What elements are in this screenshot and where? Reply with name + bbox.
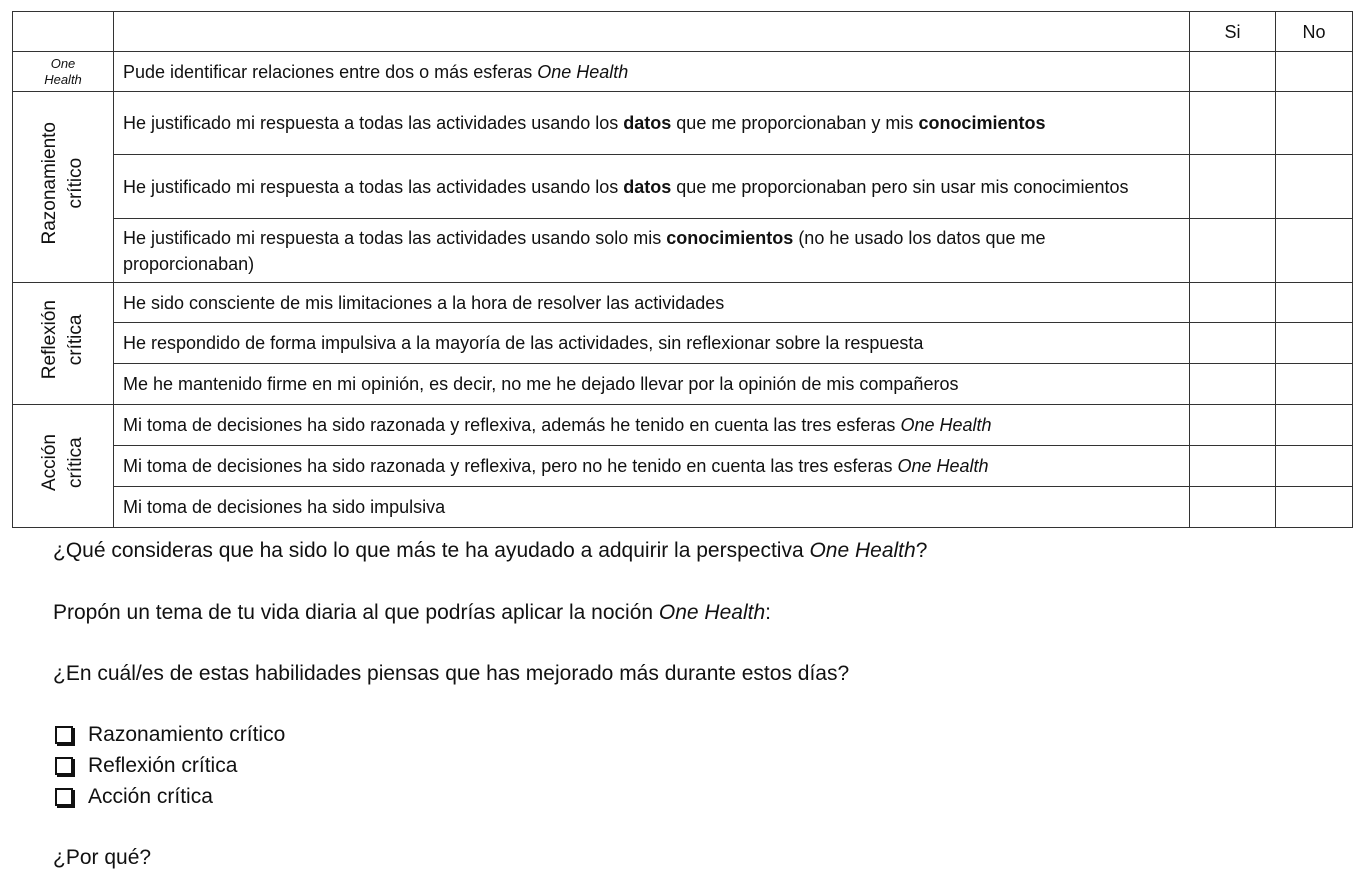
table-row — [13, 487, 1353, 528]
no-checkbox-cell[interactable] — [1276, 92, 1353, 155]
skill-option[interactable] — [53, 781, 285, 812]
statement: Mi toma de decisiones ha sido impulsiva — [114, 487, 1190, 528]
statement: Pude identificar relaciones entre dos o más esferas One Health — [114, 52, 1190, 92]
si-checkbox-cell[interactable] — [1190, 405, 1276, 446]
statement: Mi toma de decisiones ha sido razonada y reflexiva, pero no he tenido en cuenta las tres esferas One Health — [114, 446, 1190, 487]
category-one-health — [13, 52, 114, 92]
category-reflexion — [13, 283, 114, 405]
category-label: Reflexión crítica — [39, 300, 86, 380]
no-checkbox-cell[interactable] — [1276, 487, 1353, 528]
header-si: Si — [1190, 12, 1276, 52]
category-label: Acción crítica — [39, 433, 86, 492]
table-row — [13, 155, 1353, 219]
header-no: No — [1276, 12, 1353, 52]
table-row — [13, 323, 1353, 364]
skill-option-label: Reflexión crítica — [88, 754, 238, 777]
table-row — [13, 283, 1353, 323]
no-checkbox-cell[interactable] — [1276, 219, 1353, 283]
question-skills-improved: ¿En cuál/es de estas habilidades piensas que has mejorado más durante estos días? — [53, 662, 850, 685]
table-row — [13, 446, 1353, 487]
table-row — [13, 52, 1353, 92]
statement: Mi toma de decisiones ha sido razonada y reflexiva, además he tenido en cuenta las tres esferas One Health — [114, 405, 1190, 446]
table-row — [13, 219, 1353, 283]
empty-header-cell — [114, 12, 1190, 52]
si-checkbox-cell[interactable] — [1190, 92, 1276, 155]
table-row — [13, 405, 1353, 446]
no-checkbox-cell[interactable] — [1276, 446, 1353, 487]
no-checkbox-cell[interactable] — [1276, 405, 1353, 446]
si-checkbox-cell[interactable] — [1190, 364, 1276, 405]
category-label: Health — [44, 71, 82, 87]
table-row — [13, 92, 1353, 155]
question-one-health-help: ¿Qué consideras que ha sido lo que más te ha ayudado a adquirir la perspectiva One Health? — [53, 539, 928, 562]
no-checkbox-cell[interactable] — [1276, 283, 1353, 323]
category-accion — [13, 405, 114, 528]
checkbox-icon[interactable] — [55, 788, 73, 806]
si-checkbox-cell[interactable] — [1190, 219, 1276, 283]
checkbox-icon[interactable] — [55, 726, 73, 744]
checkbox-icon[interactable] — [55, 757, 73, 775]
si-checkbox-cell[interactable] — [1190, 446, 1276, 487]
statement: Me he mantenido firme en mi opinión, es decir, no me he dejado llevar por la opinión de mis compañeros — [114, 364, 1190, 405]
category-razonamiento — [13, 92, 114, 283]
no-checkbox-cell[interactable] — [1276, 155, 1353, 219]
no-checkbox-cell[interactable] — [1276, 364, 1353, 405]
skill-option[interactable] — [53, 719, 285, 750]
statement: He respondido de forma impulsiva a la mayoría de las actividades, sin reflexionar sobre la respuesta — [114, 323, 1190, 364]
category-label: One — [50, 55, 76, 71]
category-label: Razonamiento crítico — [39, 122, 86, 245]
question-daily-topic: Propón un tema de tu vida diaria al que podrías aplicar la noción One Health: — [53, 601, 771, 624]
si-checkbox-cell[interactable] — [1190, 487, 1276, 528]
si-checkbox-cell[interactable] — [1190, 323, 1276, 364]
statement: He justificado mi respuesta a todas las actividades usando los datos que me proporcionaban y mis conocimientos — [114, 92, 1190, 155]
si-checkbox-cell[interactable] — [1190, 52, 1276, 92]
skills-options-list — [53, 719, 285, 812]
skill-option-label: Acción crítica — [88, 785, 213, 808]
statement: He justificado mi respuesta a todas las actividades usando los datos que me proporcionaban pero sin usar mis conocimientos — [114, 155, 1190, 219]
skill-option-label: Razonamiento crítico — [88, 723, 286, 746]
question-why: ¿Por qué? — [53, 846, 152, 869]
si-checkbox-cell[interactable] — [1190, 283, 1276, 323]
statement: He justificado mi respuesta a todas las actividades usando solo mis conocimientos (no he usado los datos que me proporcionaban) — [114, 219, 1190, 283]
table-header-row — [13, 12, 1353, 52]
table-row — [13, 364, 1353, 405]
empty-header-cell — [13, 12, 114, 52]
si-checkbox-cell[interactable] — [1190, 155, 1276, 219]
no-checkbox-cell[interactable] — [1276, 323, 1353, 364]
no-checkbox-cell[interactable] — [1276, 52, 1353, 92]
statement: He sido consciente de mis limitaciones a la hora de resolver las actividades — [114, 283, 1190, 323]
skill-option[interactable] — [53, 750, 285, 781]
self-assessment-table — [12, 11, 1353, 528]
